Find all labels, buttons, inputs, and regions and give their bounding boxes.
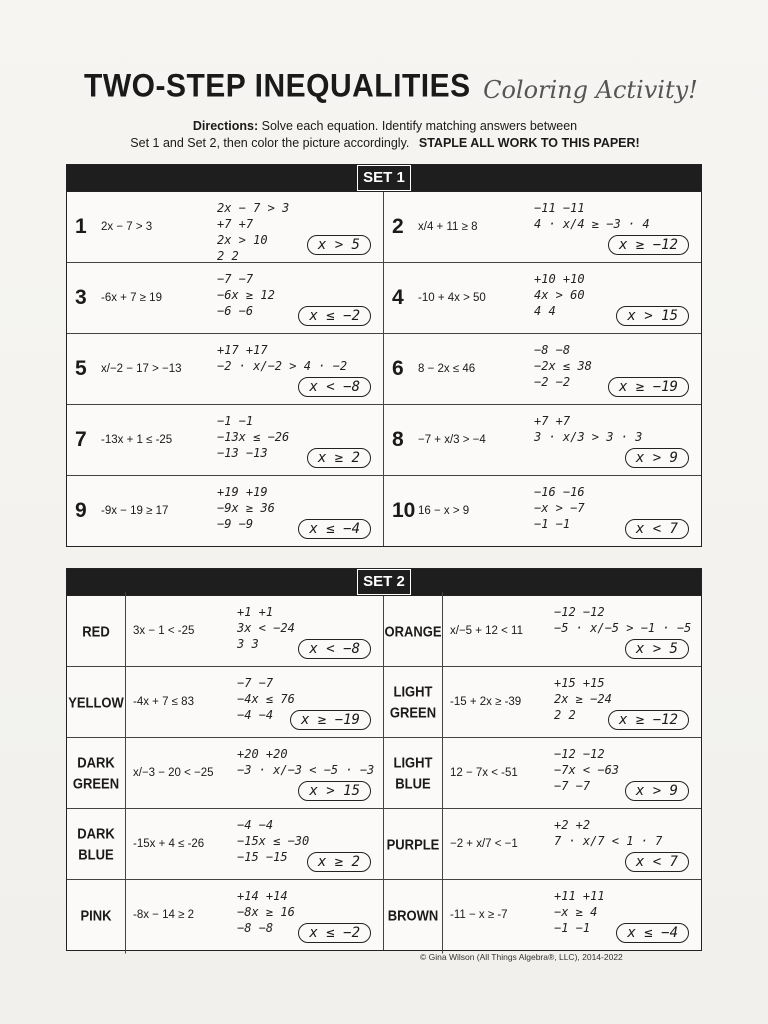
set-1-grid bbox=[67, 192, 701, 546]
circled-answer: x ≥ −19 bbox=[290, 710, 371, 730]
handwritten-work bbox=[534, 342, 592, 390]
inequality-problem: -8x − 14 ≥ 2 bbox=[133, 909, 194, 921]
handwritten-work bbox=[554, 746, 619, 794]
work-line: −7 −7 bbox=[554, 779, 591, 793]
set-1-cell bbox=[67, 405, 384, 476]
directions bbox=[80, 118, 690, 152]
set-2-cell bbox=[67, 880, 384, 950]
handwritten-work bbox=[237, 888, 295, 936]
circled-answer: x > 15 bbox=[616, 306, 689, 326]
work-line: 2x > 10 bbox=[217, 233, 268, 247]
problem-number: 7 bbox=[75, 428, 87, 451]
set-1-cell bbox=[67, 476, 384, 546]
inequality-problem: x/4 + 11 ≥ 8 bbox=[418, 221, 478, 233]
work-line: −8x ≥ 16 bbox=[237, 905, 295, 919]
copyright-footer: © Gina Wilson (All Things Algebra®, LLC), 2014-2022 bbox=[420, 952, 623, 962]
page-subtitle: Coloring Activity! bbox=[483, 76, 698, 104]
work-line: −6x ≥ 12 bbox=[217, 288, 275, 302]
problem-number: 5 bbox=[75, 357, 87, 380]
work-line: +7 +7 bbox=[217, 217, 254, 231]
problem-number: 6 bbox=[392, 357, 404, 380]
set-1-cell bbox=[67, 334, 384, 405]
inequality-problem: 12 − 7x < -51 bbox=[450, 767, 518, 779]
circled-answer: x ≥ −12 bbox=[608, 710, 689, 730]
handwritten-work bbox=[534, 413, 642, 445]
circled-answer: x ≥ 2 bbox=[307, 852, 371, 872]
work-line: −8 −8 bbox=[237, 921, 274, 935]
work-line: −3 · x/−3 < −5 · −3 bbox=[237, 763, 375, 777]
circled-answer: x > 5 bbox=[625, 639, 689, 659]
handwritten-work bbox=[554, 604, 691, 636]
inequality-problem: -15x + 4 ≤ -26 bbox=[133, 838, 205, 850]
work-line: +11 +11 bbox=[554, 889, 605, 903]
color-label: PINK bbox=[67, 877, 126, 954]
inequality-problem: −7 + x/3 > −4 bbox=[418, 434, 486, 446]
work-line: −2 · x/−2 > 4 · −2 bbox=[217, 359, 348, 373]
work-line: 2 2 bbox=[554, 708, 576, 722]
circled-answer: x > 9 bbox=[625, 448, 689, 468]
inequality-problem: 2x − 7 > 3 bbox=[101, 221, 153, 233]
set-1-cell bbox=[384, 334, 701, 405]
circled-answer: x ≥ −19 bbox=[608, 377, 689, 397]
work-line: −9x ≥ 36 bbox=[217, 501, 275, 515]
set-1-table bbox=[66, 164, 702, 547]
work-line: −5 · x/−5 > −1 · −5 bbox=[554, 621, 692, 635]
handwritten-work bbox=[217, 484, 275, 532]
inequality-problem: -6x + 7 ≥ 19 bbox=[101, 292, 162, 304]
work-line: 4 · x/4 ≥ −3 · 4 bbox=[534, 217, 650, 231]
directions-label: Directions: bbox=[192, 119, 259, 133]
handwritten-work bbox=[554, 888, 605, 936]
work-line: +17 +17 bbox=[217, 343, 268, 357]
handwritten-work bbox=[217, 342, 347, 374]
inequality-problem: -4x + 7 ≤ 83 bbox=[133, 696, 194, 708]
handwritten-work bbox=[237, 746, 374, 778]
set-2-cell bbox=[67, 738, 384, 809]
work-line: −9 −9 bbox=[217, 517, 254, 531]
problem-number: 10 bbox=[392, 499, 416, 522]
work-line: −13 −13 bbox=[217, 446, 268, 460]
work-line: −2x ≤ 38 bbox=[534, 359, 592, 373]
color-label: BROWN bbox=[384, 877, 443, 954]
work-line: −1 −1 bbox=[217, 414, 254, 428]
work-line: −7 −7 bbox=[217, 272, 254, 286]
circled-answer: x ≤ −2 bbox=[298, 306, 371, 326]
set-1-cell bbox=[384, 263, 701, 334]
set-2-cell bbox=[384, 667, 701, 738]
work-line: 4 4 bbox=[534, 304, 556, 318]
work-line: −15x ≤ −30 bbox=[237, 834, 310, 848]
work-line: −11 −11 bbox=[534, 201, 585, 215]
set-2-cell bbox=[67, 809, 384, 880]
inequality-problem: -15 + 2x ≥ -39 bbox=[450, 696, 522, 708]
color-label: ORANGE bbox=[384, 593, 443, 670]
work-line: −2 −2 bbox=[534, 375, 571, 389]
set-2-cell bbox=[67, 667, 384, 738]
handwritten-work bbox=[554, 675, 612, 723]
work-line: 7 · x/7 < 1 · 7 bbox=[554, 834, 663, 848]
work-line: −7x < −63 bbox=[554, 763, 620, 777]
handwritten-work bbox=[534, 484, 585, 532]
set-2-cell bbox=[384, 880, 701, 950]
directions-line-2: Set 1 and Set 2, then color the picture accordingly. bbox=[130, 136, 410, 150]
circled-answer: x < −8 bbox=[298, 377, 371, 397]
set-1-header bbox=[67, 165, 701, 192]
work-line: +1 +1 bbox=[237, 605, 274, 619]
set-1-cell bbox=[67, 263, 384, 334]
work-line: +7 +7 bbox=[534, 414, 571, 428]
work-line: −13x ≤ −26 bbox=[217, 430, 290, 444]
handwritten-work bbox=[217, 413, 289, 461]
work-line: 2x ≥ −24 bbox=[554, 692, 612, 706]
circled-answer: x ≤ −2 bbox=[298, 923, 371, 943]
work-line: −4 −4 bbox=[237, 708, 274, 722]
work-line: −7 −7 bbox=[237, 676, 274, 690]
set-1-cell bbox=[384, 405, 701, 476]
inequality-problem: -10 + 4x > 50 bbox=[418, 292, 486, 304]
work-line: −x ≥ 4 bbox=[554, 905, 598, 919]
color-label: DARK GREEN bbox=[67, 735, 126, 812]
work-line: +20 +20 bbox=[237, 747, 288, 761]
set-1-header-label: SET 1 bbox=[357, 165, 411, 191]
color-label: DARK BLUE bbox=[67, 806, 126, 883]
work-line: −15 −15 bbox=[237, 850, 288, 864]
work-line: −1 −1 bbox=[534, 517, 571, 531]
handwritten-work bbox=[237, 675, 295, 723]
work-line: −1 −1 bbox=[554, 921, 591, 935]
work-line: +10 +10 bbox=[534, 272, 585, 286]
work-line: −4x ≤ 76 bbox=[237, 692, 295, 706]
work-line: −4 −4 bbox=[237, 818, 274, 832]
work-line: +15 +15 bbox=[554, 676, 605, 690]
circled-answer: x ≥ 2 bbox=[307, 448, 371, 468]
work-line: −6 −6 bbox=[217, 304, 254, 318]
set-2-cell bbox=[384, 596, 701, 667]
inequality-problem: -9x − 19 ≥ 17 bbox=[101, 505, 169, 517]
set-1-cell bbox=[384, 476, 701, 546]
work-line: −12 −12 bbox=[554, 605, 605, 619]
handwritten-work bbox=[217, 200, 289, 264]
handwritten-work bbox=[534, 271, 585, 319]
problem-number: 8 bbox=[392, 428, 404, 451]
handwritten-work bbox=[554, 817, 662, 849]
inequality-problem: 8 − 2x ≤ 46 bbox=[418, 363, 476, 375]
inequality-problem: 16 − x > 9 bbox=[418, 505, 470, 517]
color-label: PURPLE bbox=[384, 806, 443, 883]
problem-number: 3 bbox=[75, 286, 87, 309]
directions-line-1: Solve each equation. Identify matching answers between bbox=[261, 119, 578, 133]
handwritten-work bbox=[237, 817, 309, 865]
inequality-problem: x/−3 − 20 < −25 bbox=[133, 767, 214, 779]
problem-number: 2 bbox=[392, 215, 404, 238]
inequality-problem: -13x + 1 ≤ -25 bbox=[101, 434, 173, 446]
work-line: −8 −8 bbox=[534, 343, 571, 357]
set-2-grid bbox=[67, 596, 701, 950]
work-line: 3x < −24 bbox=[237, 621, 295, 635]
handwritten-work bbox=[534, 200, 650, 232]
staple-instruction: STAPLE ALL WORK TO THIS PAPER! bbox=[418, 136, 640, 150]
circled-answer: x ≤ −4 bbox=[616, 923, 689, 943]
inequality-problem: −2 + x/7 < −1 bbox=[450, 838, 518, 850]
circled-answer: x < 7 bbox=[625, 852, 689, 872]
work-line: −12 −12 bbox=[554, 747, 605, 761]
work-line: 2x − 7 > 3 bbox=[217, 201, 290, 215]
work-line: 2 2 bbox=[217, 249, 239, 263]
inequality-problem: x/−5 + 12 < 11 bbox=[450, 625, 523, 637]
set-1-cell bbox=[67, 192, 384, 263]
inequality-problem: x/−2 − 17 > −13 bbox=[101, 363, 182, 375]
set-2-header-label: SET 2 bbox=[357, 569, 411, 595]
color-label: YELLOW bbox=[67, 664, 126, 741]
inequality-problem: 3x − 1 < -25 bbox=[133, 625, 195, 637]
handwritten-work bbox=[237, 604, 295, 652]
circled-answer: x < −8 bbox=[298, 639, 371, 659]
set-2-cell bbox=[67, 596, 384, 667]
problem-number: 4 bbox=[392, 286, 404, 309]
work-line: −x > −7 bbox=[534, 501, 585, 515]
circled-answer: x > 15 bbox=[298, 781, 371, 801]
page-title: TWO-STEP INEQUALITIES bbox=[84, 68, 471, 105]
color-label: LIGHT BLUE bbox=[384, 735, 443, 812]
title-row bbox=[84, 70, 724, 114]
work-line: +2 +2 bbox=[554, 818, 591, 832]
work-line: +19 +19 bbox=[217, 485, 268, 499]
handwritten-work bbox=[217, 271, 275, 319]
inequality-problem: -11 − x ≥ -7 bbox=[450, 909, 508, 921]
work-line: 4x > 60 bbox=[534, 288, 585, 302]
work-line: 3 3 bbox=[237, 637, 259, 651]
set-2-cell bbox=[384, 809, 701, 880]
circled-answer: x ≤ −4 bbox=[298, 519, 371, 539]
color-label: RED bbox=[67, 593, 126, 670]
set-2-cell bbox=[384, 738, 701, 809]
work-line: +14 +14 bbox=[237, 889, 288, 903]
color-label: LIGHT GREEN bbox=[384, 664, 443, 741]
problem-number: 9 bbox=[75, 499, 87, 522]
circled-answer: x ≥ −12 bbox=[608, 235, 689, 255]
problem-number: 1 bbox=[75, 215, 87, 238]
work-line: 3 · x/3 > 3 · 3 bbox=[534, 430, 643, 444]
work-line: −16 −16 bbox=[534, 485, 585, 499]
set-1-cell bbox=[384, 192, 701, 263]
circled-answer: x > 9 bbox=[625, 781, 689, 801]
set-2-table bbox=[66, 568, 702, 951]
circled-answer: x < 7 bbox=[625, 519, 689, 539]
circled-answer: x > 5 bbox=[307, 235, 371, 255]
